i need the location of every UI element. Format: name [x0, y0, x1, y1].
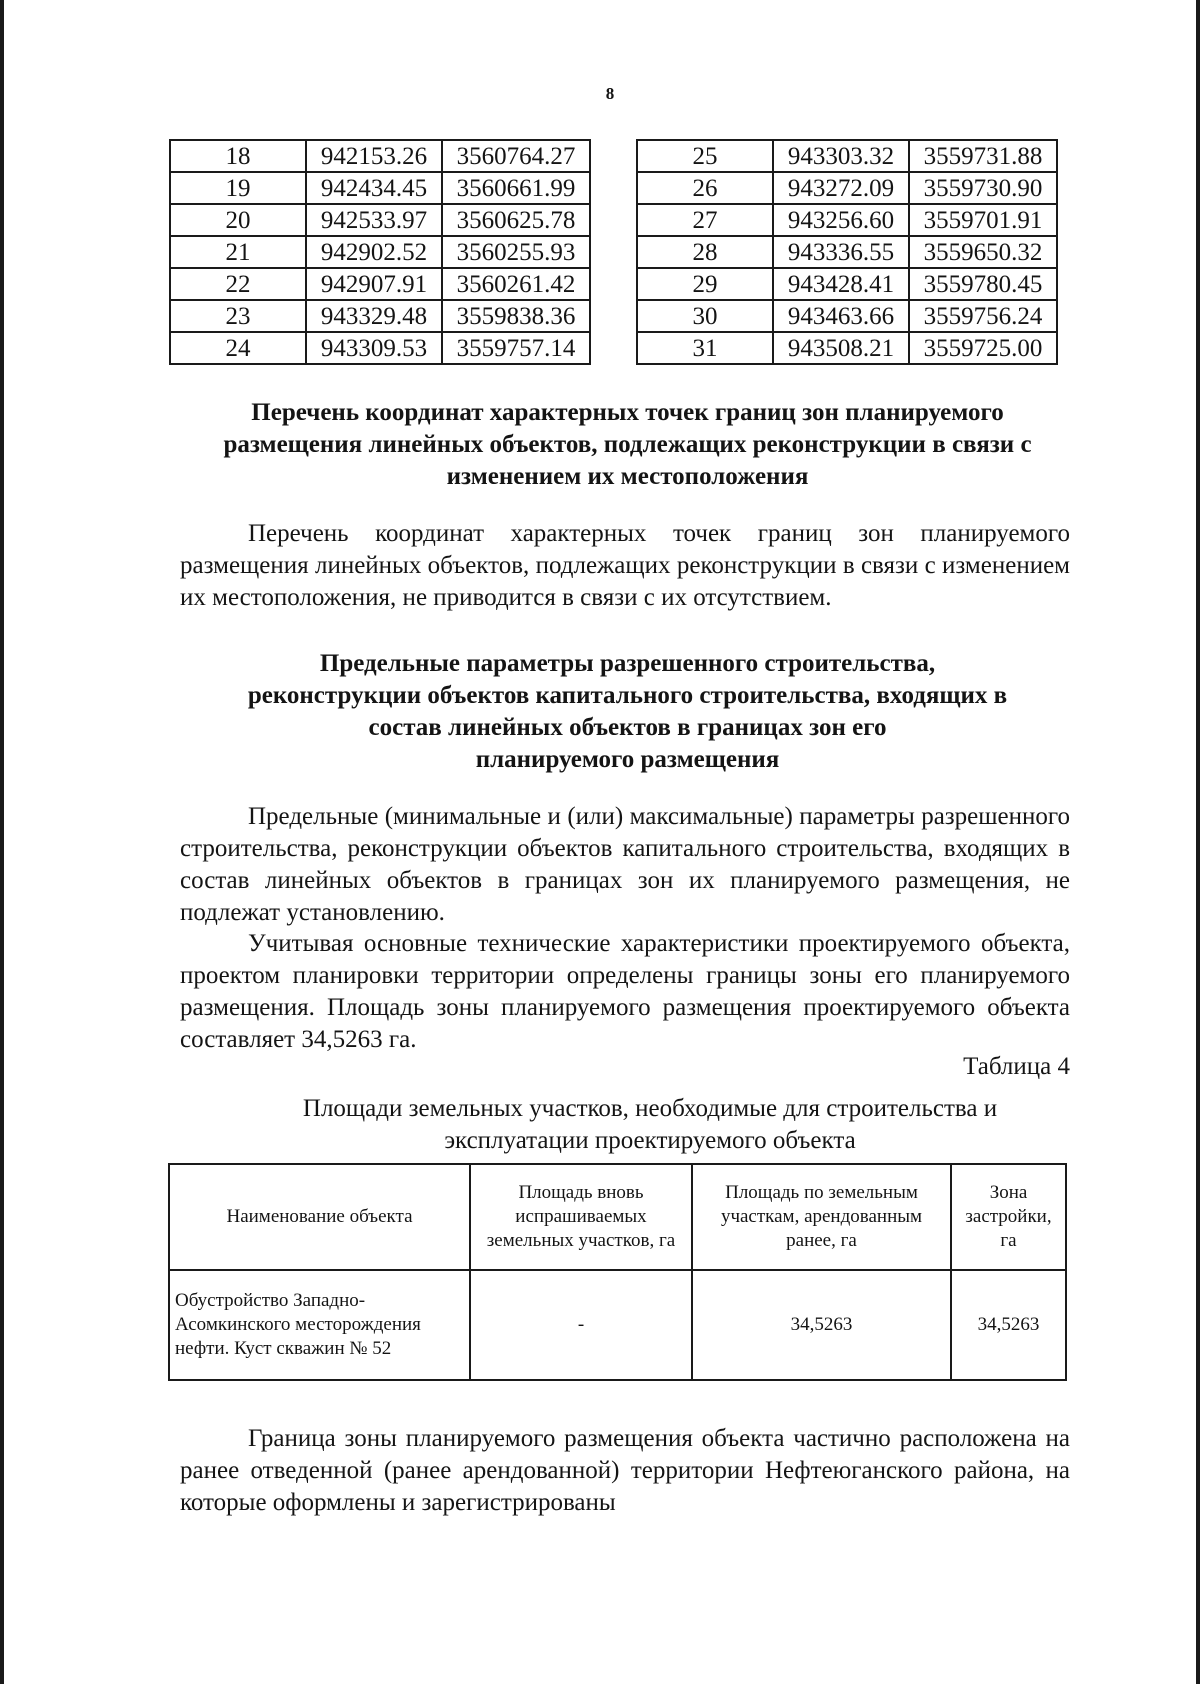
table-caption-line: эксплуатации проектируемого объекта: [444, 1127, 856, 1154]
coordinate-x: 943329.48: [306, 300, 442, 332]
cell-leased-area: 34,5263: [692, 1270, 951, 1380]
coordinate-y: 3559838.36: [442, 300, 590, 332]
table-row: [170, 332, 590, 364]
table-row: [637, 140, 1057, 172]
table-row: [170, 300, 590, 332]
table-row: [170, 204, 590, 236]
coordinate-x: 943309.53: [306, 332, 442, 364]
point-number: 30: [637, 300, 773, 332]
section2-heading: [175, 648, 1080, 776]
coordinate-y: 3559730.90: [909, 172, 1057, 204]
header-new-area: Площадь вновь испрашиваемых земельных участков, га: [470, 1164, 692, 1270]
coordinate-y: 3559731.88: [909, 140, 1057, 172]
section2-heading-line: состав линейных объектов в границах зон его: [368, 714, 887, 741]
point-number: 27: [637, 204, 773, 236]
coordinate-x: 943463.66: [773, 300, 909, 332]
coordinate-y: 3559701.91: [909, 204, 1057, 236]
section2-heading-line: Предельные параметры разрешенного строительства,: [319, 650, 936, 677]
coordinate-y: 3559725.00: [909, 332, 1057, 364]
point-number: 29: [637, 268, 773, 300]
coordinate-y: 3559780.45: [909, 268, 1057, 300]
header-leased-area: Площадь по земельным участкам, арендованным ранее, га: [692, 1164, 951, 1270]
table-row: [637, 172, 1057, 204]
cell-new-area: -: [470, 1270, 692, 1380]
section1-heading: [175, 397, 1080, 493]
cell-object-name: Обустройство Западно-Асомкинского месторождения нефти. Куст скважин № 52: [169, 1270, 470, 1380]
table-row: [169, 1270, 1066, 1380]
land-area-table: [168, 1163, 1067, 1381]
point-number: 18: [170, 140, 306, 172]
point-number: 25: [637, 140, 773, 172]
coordinate-x: 942533.97: [306, 204, 442, 236]
coordinate-y: 3560764.27: [442, 140, 590, 172]
table-row: [637, 236, 1057, 268]
table-caption-line: Площади земельных участков, необходимые для строительства и: [302, 1095, 998, 1122]
coordinates-table-left: [169, 139, 591, 365]
scan-edge-right: [1196, 0, 1200, 1684]
point-number: 20: [170, 204, 306, 236]
coordinate-y: 3560625.78: [442, 204, 590, 236]
coordinate-y: 3560261.42: [442, 268, 590, 300]
table-label: Таблица 4: [963, 1053, 1070, 1080]
coordinate-x: 943336.55: [773, 236, 909, 268]
section1-heading-line: изменением их местоположения: [446, 463, 809, 490]
table-row: [637, 268, 1057, 300]
cell-zone-area: 34,5263: [951, 1270, 1066, 1380]
coordinates-table-right: [636, 139, 1058, 365]
coordinate-x: 943272.09: [773, 172, 909, 204]
header-zone-area: Зона застройки, га: [951, 1164, 1066, 1270]
table-row: [637, 204, 1057, 236]
closing-paragraph: Граница зоны планируемого размещения объекта частично расположена на ранее отведенной (ранее арендованной) территории Нефтеюганского района, на которые оформлены и зарегистрированы: [180, 1425, 1070, 1516]
section1-heading-line: размещения линейных объектов, подлежащих реконструкции в связи с: [223, 431, 1032, 458]
point-number: 24: [170, 332, 306, 364]
table-row: [637, 332, 1057, 364]
section1-heading-line: Перечень координат характерных точек границ зон планируемого: [251, 399, 1004, 426]
coordinate-x: 943303.32: [773, 140, 909, 172]
header-object-name: Наименование объекта: [169, 1164, 470, 1270]
scan-edge-left: [0, 0, 4, 1684]
coordinate-x: 942907.91: [306, 268, 442, 300]
coordinate-y: 3559650.32: [909, 236, 1057, 268]
point-number: 28: [637, 236, 773, 268]
table-caption: [230, 1093, 1070, 1157]
coordinate-y: 3560255.93: [442, 236, 590, 268]
coordinate-y: 3560661.99: [442, 172, 590, 204]
point-number: 23: [170, 300, 306, 332]
coordinate-y: 3559757.14: [442, 332, 590, 364]
coordinate-x: 943256.60: [773, 204, 909, 236]
section2-paragraph-2: Учитывая основные технические характеристики проектируемого объекта, проектом планировки территории определены границы зоны его планируемого размещения. Площадь зоны планируемого размещения проектируемого объекта составляет 34,5263 га.: [180, 930, 1070, 1053]
coordinate-x: 943428.41: [773, 268, 909, 300]
coordinate-x: 943508.21: [773, 332, 909, 364]
section1-paragraph: Перечень координат характерных точек границ зон планируемого размещения линейных объектов, подлежащих реконструкции в связи с изменением их местоположения, не приводится в связи с их отсутствием.: [180, 520, 1070, 611]
section2-heading-line: реконструкции объектов капитального строительства, входящих в: [247, 682, 1008, 709]
section2-heading-line: планируемого размещения: [475, 746, 780, 773]
coordinate-x: 942902.52: [306, 236, 442, 268]
table-row: [170, 236, 590, 268]
table-row: [170, 140, 590, 172]
table-header-row: [169, 1164, 1066, 1270]
table-row: [637, 300, 1057, 332]
page-number: 8: [605, 84, 615, 103]
point-number: 22: [170, 268, 306, 300]
point-number: 21: [170, 236, 306, 268]
table-row: [170, 172, 590, 204]
section2-paragraph-1: Предельные (минимальные и (или) максимальные) параметры разрешенного строительства, реконструкции объектов капитального строительства, входящих в состав линейных объектов в границах зон их планируемого размещения, не подлежат установлению.: [180, 803, 1070, 926]
point-number: 26: [637, 172, 773, 204]
coordinate-y: 3559756.24: [909, 300, 1057, 332]
coordinate-x: 942434.45: [306, 172, 442, 204]
coordinate-x: 942153.26: [306, 140, 442, 172]
point-number: 31: [637, 332, 773, 364]
table-row: [170, 268, 590, 300]
point-number: 19: [170, 172, 306, 204]
